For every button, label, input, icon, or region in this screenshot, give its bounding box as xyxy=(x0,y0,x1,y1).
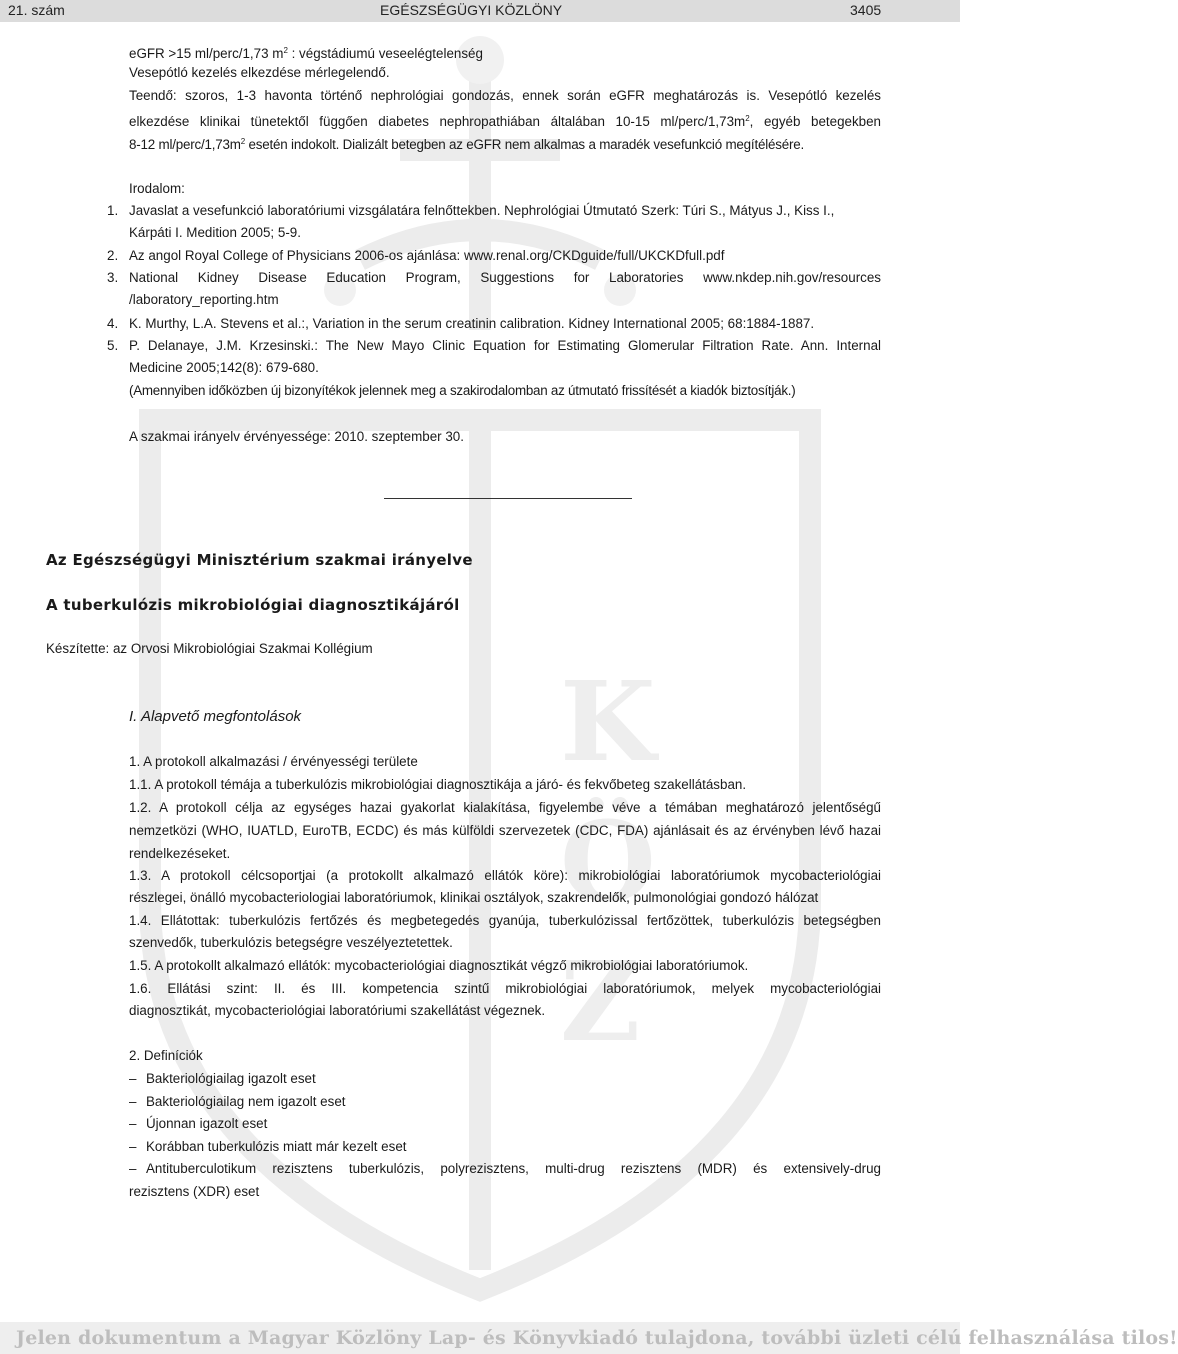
section-divider xyxy=(384,498,632,499)
issue-number: 21. szám xyxy=(8,2,65,18)
list-item: Korábban tuberkulózis miatt már kezelt eset xyxy=(146,1139,407,1154)
journal-name: EGÉSZSÉGÜGYI KÖZLÖNY xyxy=(380,2,563,18)
list-dash: – xyxy=(129,1139,137,1154)
list-item: Antituberculotikum rezisztens tuberkulózis, polyrezisztens, multi-drug rezisztens (MDR) és extensively-drug xyxy=(146,1161,881,1176)
document-title: Az Egészségügyi Minisztérium szakmai irányelve xyxy=(46,551,473,569)
reference-number: 4. xyxy=(107,316,119,331)
paragraph-line: nemzetközi (WHO, IUATLD, EuroTB, ECDC) és más külföldi szervezetek (CDC, FDA) ajánlásait és az érvényben lévő hazai xyxy=(129,823,881,838)
reference-number: 2. xyxy=(107,248,119,263)
copyright-footer xyxy=(0,1322,1178,1354)
paragraph-line: 1.6. Ellátási szint: II. és III. kompetencia szintű mikrobiológiai laboratóriumok, melyek mycobacteriológiai xyxy=(129,981,881,996)
list-item: Bakteriológiailag nem igazolt eset xyxy=(146,1094,346,1109)
list-item: Újonnan igazolt eset xyxy=(146,1116,268,1131)
definitions-heading: 2. Definíciók xyxy=(129,1048,203,1063)
svg-text:K: K xyxy=(560,657,656,786)
validity-line: A szakmai irányelv érvényessége: 2010. szeptember 30. xyxy=(129,429,464,444)
reference-number: 5. xyxy=(107,338,119,353)
paragraph-line: szenvedők, tuberkulózis betegségre veszélyeztetettek. xyxy=(129,935,453,950)
egfr-line: eGFR >15 ml/perc/1,73 $m^2$ : végstádiumú veseelégtelenség xyxy=(129,46,483,61)
document-subtitle: A tuberkulózis mikrobiológiai diagnosztikájáról xyxy=(46,596,460,614)
reference-text: Javaslat a vesefunkció laboratóriumi vizsgálatára felnőttekben. Nephrológiai Útmutató Szerk: Túri S., Mátyus J., Kiss I., xyxy=(129,203,835,218)
list-item-continuation: rezisztens (XDR) eset xyxy=(129,1184,260,1199)
paragraph-line: 1.5. A protokollt alkalmazó ellátók: mycobacteriológiai diagnosztikát végző mikrobiológiai laboratóriumok. xyxy=(129,958,749,973)
copyright-text: Jelen dokumentum a Magyar Közlöny Lap- és Könyvkiadó tulajdona, további üzleti célú felhasználása tilos! xyxy=(16,1327,1178,1349)
reference-text: Az angol Royal College of Physicians 2006-os ajánlása: www.renal.org/CKDguide/full/UKCKDfull.pdf xyxy=(129,248,725,263)
intro-line-5: 8-12 $ml/perc/1,73m^2$ esetén indokolt. Dializált betegben az eGFR nem alkalmas a maradék vesefunkció megítélésére. xyxy=(129,137,804,152)
list-dash: – xyxy=(129,1161,137,1176)
list-dash: – xyxy=(129,1071,137,1086)
reference-number: 1. xyxy=(107,203,119,218)
reference-text: K. Murthy, L.A. Stevens et al.:, Variation in the serum creatinin calibration. Kidney International 2005; 68:1884-1887. xyxy=(129,316,815,331)
intro-line-2: Vesepótló kezelés elkezdése mérlegelendő. xyxy=(129,65,390,80)
section-heading: I. Alapvető megfontolások xyxy=(129,708,302,725)
svg-text:Z: Z xyxy=(560,937,641,1066)
paragraph-line: 1.4. Ellátottak: tuberkulózis fertőzés és megbetegedés gyanúja, tuberkulózissal fertőzöttek, tuberkulózis betegségben xyxy=(129,913,881,928)
author-line: Készítette: az Orvosi Mikrobiológiai Szakmai Kollégium xyxy=(46,641,373,656)
paragraph-line: 1.3. A protokoll célcsoportjai (a protokollt alkalmazó ellátók köre): mikrobiológiai laboratóriumok mycobacteriológiai xyxy=(129,868,881,883)
subsection-heading: 1. A protokoll alkalmazási / érvényességi területe xyxy=(129,754,418,769)
paragraph-line: részlegei, önálló mycobacteriologiai laboratóriumok, klinikai osztályok, szakrendelők, pulmonológiai gondozó hálózat xyxy=(129,890,819,905)
list-dash: – xyxy=(129,1094,137,1109)
references-note: (Amennyiben időközben új bizonyítékok jelennek meg a szakirodalomban az útmutató frissítését a kiadók biztosítják.) xyxy=(129,383,796,398)
reference-number: 3. xyxy=(107,270,119,285)
paragraph-line: diagnosztikát, mycobacteriológiai laboratóriumi szakellátást végeznek. xyxy=(129,1003,546,1018)
list-item: Bakteriológiailag igazolt eset xyxy=(146,1071,316,1086)
svg-text:Ö: Ö xyxy=(560,797,656,926)
paragraph-line: 1.1. A protokoll témája a tuberkulózis mikrobiológiai diagnosztikája a járó- és fekvőbeteg szakellátásban. xyxy=(129,777,747,792)
paragraph-line: rendelkezéseket. xyxy=(129,846,231,861)
reference-text: Medicine 2005;142(8): 679-680. xyxy=(129,360,319,375)
paragraph-line: 1.2. A protokoll célja az egységes hazai gyakorlat kialakítása, figyelembe véve a témában meghatározó jelentőségű xyxy=(129,800,881,815)
intro-line-3: Teendő: szoros, 1-3 havonta történő nephrológiai gondozás, ennek során eGFR meghatározás is. Vesepótló kezelés xyxy=(129,88,881,103)
reference-text: /laboratory_reporting.htm xyxy=(129,292,279,307)
references-title: Irodalom: xyxy=(129,181,185,196)
page-number: 3405 xyxy=(850,2,882,18)
intro-line-4: elkezdése klinikai tünetektől függően diabetes nephropathiában általában 10-15 $ml/perc/1,73m^2$, egyéb betegekben xyxy=(129,114,881,129)
reference-text: Kárpáti I. Medition 2005; 5-9. xyxy=(129,225,301,240)
reference-text: National Kidney Disease Education Program, Suggestions for Laboratories www.nkdep.nih.gov/resources xyxy=(129,270,881,285)
reference-text: P. Delanaye, J.M. Krzesinski.: The New Mayo Clinic Equation for Estimating Glomerular Filtration Rate. Ann. Internal xyxy=(129,338,881,353)
list-dash: – xyxy=(129,1116,137,1131)
page-header xyxy=(0,0,960,22)
